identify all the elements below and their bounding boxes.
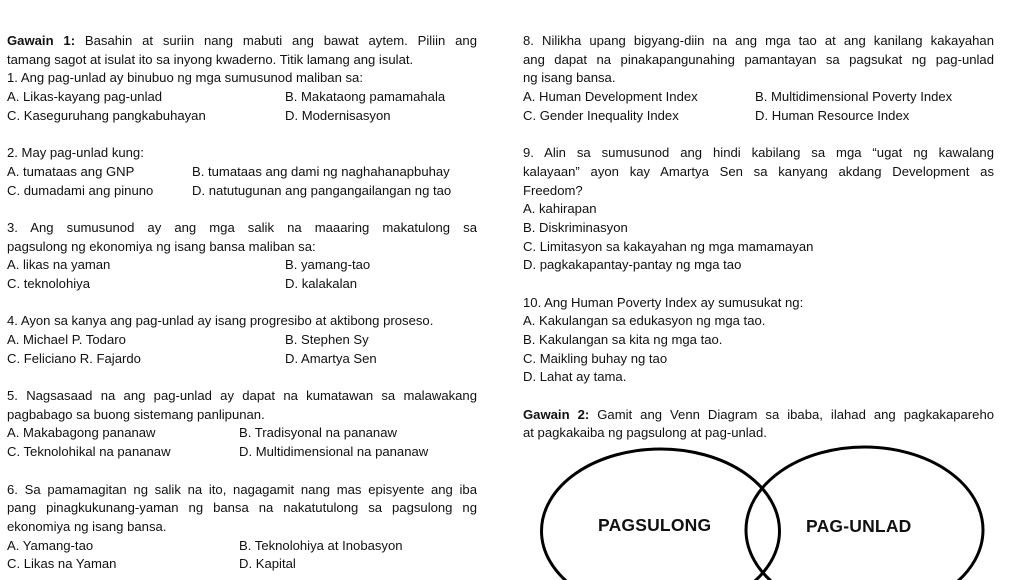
gawain2-title: Gawain 2: xyxy=(523,406,590,422)
question-9-option-c[interactable]: C. Limitasyon sa kakayahan ng mga mamamayan xyxy=(523,238,814,254)
question-1-option-c[interactable]: C. Kaseguruhang pangkabuhayan xyxy=(7,107,206,123)
question-3-options-row2 xyxy=(7,275,477,294)
question-1-option-d[interactable]: D. Modernisasyon xyxy=(285,107,391,123)
question-9-text-line1: 9. Alin sa sumusunod ang hindi kabilang sa mga “ugat ng kawalang xyxy=(523,145,994,161)
question-10-text: 10. Ang Human Poverty Index ay sumusukat ng: xyxy=(523,294,804,310)
question-4-option-b[interactable]: B. Stephen Sy xyxy=(285,332,369,347)
question-6-option-b[interactable]: B. Teknolohiya at Inobasyon xyxy=(239,537,403,553)
question-4-text: 4. Ayon sa kanya ang pag-unlad ay isang progresibo at aktibong proseso. xyxy=(7,313,434,329)
question-2-text: 2. May pag-unlad kung: xyxy=(7,145,144,161)
question-2-options-row2 xyxy=(7,182,477,201)
question-10-option-a[interactable]: A. Kakulangan sa edukasyon ng mga tao. xyxy=(523,313,766,329)
question-3-options-row1 xyxy=(7,256,477,275)
question-6-option-a[interactable]: A. Yamang-tao xyxy=(7,537,94,553)
question-3-text-line2: pagsulong ng ekonomiya ng isang bansa maliban sa: xyxy=(7,238,316,254)
question-9-text-line3: Freedom? xyxy=(523,182,583,198)
question-10-option-c[interactable]: C. Maikling buhay ng tao xyxy=(523,350,668,366)
question-6-option-d[interactable]: D. Kapital xyxy=(239,556,296,572)
question-4-option-c[interactable]: C. Feliciano R. Fajardo xyxy=(7,350,141,366)
question-10-option-b[interactable]: B. Kakulangan sa kita ng mga tao. xyxy=(523,332,723,347)
question-8-option-a[interactable]: A. Human Development Index xyxy=(523,89,698,105)
gawain1-title: Gawain 1: xyxy=(7,33,76,48)
question-2-option-a[interactable]: A. tumataas ang GNP xyxy=(7,163,135,179)
question-6-options-row1 xyxy=(7,537,477,556)
question-8-option-b[interactable]: B. Multidimensional Poverty Index xyxy=(755,89,953,105)
question-1-text: 1. Ang pag-unlad ay binubuo ng mga sumusunod maliban sa: xyxy=(7,70,363,86)
question-1-option-a[interactable]: A. Likas-kayang pag-unlad xyxy=(7,89,163,105)
question-3-option-c[interactable]: C. teknolohiya xyxy=(7,275,90,291)
question-8-option-c[interactable]: C. Gender Inequality Index xyxy=(523,107,679,123)
question-8-options-row2 xyxy=(523,107,994,126)
question-2-options-row1 xyxy=(7,163,477,182)
question-3-text-line1: 3. Ang sumusunod ay ang mga salik na maaaring makatulong sa xyxy=(7,219,477,235)
question-6-text-line2: pang pinagkukunang-yaman ng bansa na nakatutulong sa pagsulong ng xyxy=(7,500,477,516)
question-5-options-row2 xyxy=(7,443,477,462)
left-column xyxy=(7,32,477,574)
question-5-option-d[interactable]: D. Multidimensional na pananaw xyxy=(239,444,429,460)
question-1-options-row1 xyxy=(7,88,477,107)
venn-right-circle xyxy=(746,447,983,580)
question-4-options-row2 xyxy=(7,350,477,369)
venn-right-label: PAG-UNLAD xyxy=(806,516,912,536)
question-9-option-d[interactable]: D. pagkakapantay-pantay ng mga tao xyxy=(523,257,742,273)
question-4-option-a[interactable]: A. Michael P. Todaro xyxy=(7,332,126,347)
question-5-options-row1 xyxy=(7,424,477,443)
right-column xyxy=(523,32,994,443)
question-8-text-line3: ng isang bansa. xyxy=(523,70,616,86)
question-8-options-row1 xyxy=(523,88,994,107)
question-2-option-d[interactable]: D. natutugunan ang pangangailangan ng tao xyxy=(192,182,452,198)
question-9-option-b[interactable]: B. Diskriminasyon xyxy=(523,219,628,235)
question-6-text-line3: ekonomiya ng isang bansa. xyxy=(7,518,167,534)
question-4-options-row1 xyxy=(7,331,477,350)
gawain1-instructions-line1: Gawain 1: Basahin at suriin nang mabuti ang bawat aytem. Piliin ang xyxy=(7,33,477,48)
gawain1-instructions-line2: tamang sagot at isulat ito sa inyong kwaderno. Titik lamang ang isulat. xyxy=(7,51,414,67)
gawain2-instructions-line1: Gawain 2: Gamit ang Venn Diagram sa ibaba, ilahad ang pagkakapareho xyxy=(523,406,995,422)
question-5-option-a[interactable]: A. Makabagong pananaw xyxy=(7,425,156,441)
question-5-text-line2: pagbabago sa buong sistemang panlipunan. xyxy=(7,406,265,422)
question-1-options-row2 xyxy=(7,107,477,126)
question-2-option-c[interactable]: C. dumadami ang pinuno xyxy=(7,182,154,198)
question-4-option-d[interactable]: D. Amartya Sen xyxy=(285,350,377,366)
gawain2-instructions-line2: at pagkakaiba ng pagsulong at pag-unlad. xyxy=(523,425,767,441)
venn-left-label: PAGSULONG xyxy=(598,515,712,535)
question-5-option-c[interactable]: C. Teknolohikal na pananaw xyxy=(7,444,171,460)
question-10-option-d[interactable]: D. Lahat ay tama. xyxy=(523,369,627,385)
question-6-text-line1: 6. Sa pamamagitan ng salik na ito, nagagamit nang mas episyente ang iba xyxy=(7,481,477,497)
question-1-option-b[interactable]: B. Makataong pamamahala xyxy=(285,89,446,105)
question-8-text-line1: 8. Nilikha upang bigyang-diin na ang mga tao at ang kanilang kakayahan xyxy=(523,33,994,48)
question-8-text-line2: ang dapat na pinakapangunahing pamantayan sa pagsukat ng pag-unlad xyxy=(523,51,994,67)
question-3-option-a[interactable]: A. likas na yaman xyxy=(7,257,111,273)
question-8-option-d[interactable]: D. Human Resource Index xyxy=(755,107,910,123)
question-3-option-b[interactable]: B. yamang-tao xyxy=(285,257,371,273)
question-2-option-b[interactable]: B. tumataas ang dami ng naghahanapbuhay xyxy=(192,163,450,179)
question-6-options-row2 xyxy=(7,555,477,574)
question-5-text-line1: 5. Nagsasaad na ang pag-unlad ay dapat na kumatawan sa malawakang xyxy=(7,388,477,404)
question-5-option-b[interactable]: B. Tradisyonal na pananaw xyxy=(239,425,397,441)
question-6-option-c[interactable]: C. Likas na Yaman xyxy=(7,556,117,572)
question-3-option-d[interactable]: D. kalakalan xyxy=(285,275,358,291)
question-9-option-a[interactable]: A. kahirapan xyxy=(523,201,597,217)
question-9-text-line2: kalayaan” ayon kay Amartya Sen sa kanyang akdang Development as xyxy=(523,163,994,179)
